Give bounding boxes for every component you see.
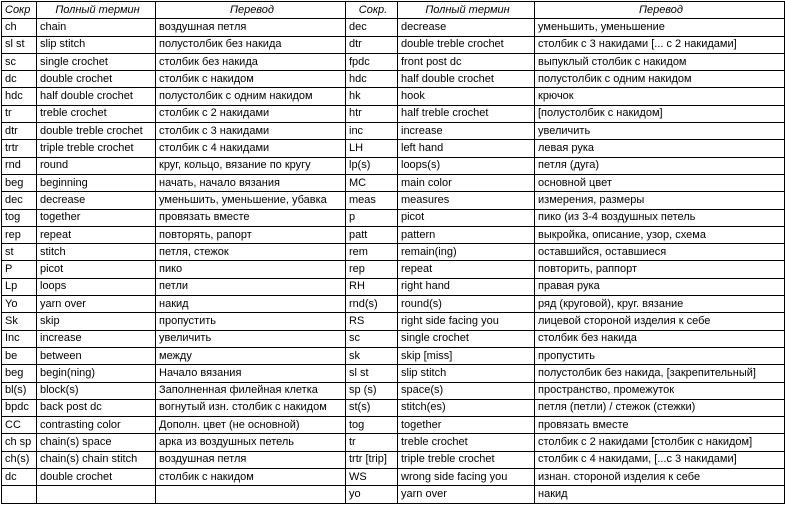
cell-abbr-left: ch [2,19,37,36]
table-row [2,417,785,434]
table-row [2,347,785,364]
cell-term-left: triple treble crochet [37,140,156,157]
cell-abbr-right: sl st [346,365,398,382]
cell-abbr-left: tog [2,209,37,226]
cell-term-right: picot [398,209,535,226]
header-abbr-right: Сокр. [346,2,398,19]
cell-abbr-left: rnd [2,157,37,174]
cell-abbr-right: dtr [346,36,398,53]
cell-term-left: skip [37,313,156,330]
cell-term-left: double crochet [37,469,156,486]
cell-translation-left: вогнутый изн. столбик с накидом [156,399,346,416]
cell-abbr-right: sc [346,330,398,347]
table-row [2,174,785,191]
cell-translation-left: начать, начало вязания [156,174,346,191]
cell-translation-right: оставшийся, оставшиеся [535,244,785,261]
cell-abbr-left: Yo [2,296,37,313]
table-row [2,157,785,174]
table-row [2,209,785,226]
cell-translation-right: пространство, промежуток [535,382,785,399]
cell-term-left: decrease [37,192,156,209]
cell-translation-right: столбик с 2 накидами [столбик с накидом] [535,434,785,451]
header-term-left: Полный термин [37,2,156,19]
cell-abbr-left: Sk [2,313,37,330]
cell-translation-left: воздушная петля [156,451,346,468]
cell-abbr-left: sl st [2,36,37,53]
cell-abbr-left: dc [2,71,37,88]
cell-term-right: yarn over [398,486,535,503]
table-row [2,192,785,209]
cell-abbr-right: fpdc [346,53,398,70]
cell-term-left: stitch [37,244,156,261]
cell-abbr-left: dec [2,192,37,209]
cell-abbr-left: Lp [2,278,37,295]
cell-term-right: half double crochet [398,71,535,88]
cell-term-right: repeat [398,261,535,278]
table-row [2,382,785,399]
cell-term-left: together [37,209,156,226]
cell-abbr-left: hdc [2,88,37,105]
cell-translation-left: между [156,347,346,364]
cell-term-right: remain(ing) [398,244,535,261]
cell-abbr-right: inc [346,123,398,140]
cell-translation-right: пропустить [535,347,785,364]
cell-term-right: main color [398,174,535,191]
cell-term-right: half treble crochet [398,105,535,122]
cell-abbr-left: dtr [2,123,37,140]
cell-term-right: hook [398,88,535,105]
cell-term-left: picot [37,261,156,278]
cell-translation-left: Начало вязания [156,365,346,382]
cell-abbr-right: RS [346,313,398,330]
cell-translation-right: пико (из 3-4 воздушных петель [535,209,785,226]
cell-term-right: single crochet [398,330,535,347]
cell-translation-right: крючок [535,88,785,105]
cell-translation-right: выкройка, описание, узор, схема [535,226,785,243]
cell-abbr-left: trtr [2,140,37,157]
cell-term-left: treble crochet [37,105,156,122]
cell-abbr-right: MC [346,174,398,191]
cell-translation-left: столбик с накидом [156,71,346,88]
cell-abbr-left: st [2,244,37,261]
header-row [2,2,785,19]
cell-term-right: front post dc [398,53,535,70]
cell-translation-left: пропустить [156,313,346,330]
cell-translation-left: арка из воздушных петель [156,434,346,451]
cell-translation-right: выпуклый столбик с накидом [535,53,785,70]
cell-abbr-right: patt [346,226,398,243]
cell-translation-right: накид [535,486,785,503]
cell-term-right: pattern [398,226,535,243]
cell-translation-right: измерения, размеры [535,192,785,209]
cell-abbr-right: hk [346,88,398,105]
cell-translation-right: полустолбик с одним накидом [535,71,785,88]
table-body [2,19,785,503]
cell-abbr-left: sc [2,53,37,70]
cell-translation-right: повторить, раппорт [535,261,785,278]
cell-translation-left: полустолбик с одним накидом [156,88,346,105]
cell-translation-right: полустолбик без накида, [закрепительный] [535,365,785,382]
cell-translation-left: Дополн. цвет (не основной) [156,417,346,434]
cell-term-right: measures [398,192,535,209]
cell-term-left: chain(s) space [37,434,156,451]
cell-translation-right: провязать вместе [535,417,785,434]
cell-term-right: left hand [398,140,535,157]
cell-translation-left: повторять, рапорт [156,226,346,243]
cell-translation-left: провязать вместе [156,209,346,226]
cell-abbr-right: hdc [346,71,398,88]
cell-translation-left: столбик с 4 накидами [156,140,346,157]
table-row [2,88,785,105]
cell-abbr-right: st(s) [346,399,398,416]
table-row [2,261,785,278]
cell-term-left: contrasting color [37,417,156,434]
cell-term-left: increase [37,330,156,347]
cell-abbr-right: htr [346,105,398,122]
header-translation-left: Перевод [156,2,346,19]
cell-term-right: stitch(es) [398,399,535,416]
cell-term-left: back post dc [37,399,156,416]
header-term-right: Полный термин [398,2,535,19]
cell-abbr-right: sk [346,347,398,364]
cell-translation-left: столбик с накидом [156,469,346,486]
cell-term-right: increase [398,123,535,140]
cell-translation-left: Заполненная филейная клетка [156,382,346,399]
cell-translation-right: столбик с 4 накидами, [...с 3 накидами] [535,451,785,468]
cell-abbr-right: p [346,209,398,226]
cell-abbr-right: tr [346,434,398,451]
cell-translation-right: правая рука [535,278,785,295]
cell-translation-left: петля, стежок [156,244,346,261]
cell-term-left: double treble crochet [37,123,156,140]
cell-abbr-left [2,486,37,503]
cell-translation-right: столбик без накида [535,330,785,347]
cell-translation-right: лицевой стороной изделия к себе [535,313,785,330]
table-row [2,36,785,53]
cell-abbr-left: bl(s) [2,382,37,399]
cell-translation-left: воздушная петля [156,19,346,36]
cell-term-right: loops(s) [398,157,535,174]
cell-abbr-left: rep [2,226,37,243]
cell-abbr-right: tog [346,417,398,434]
cell-abbr-right: LH [346,140,398,157]
cell-term-left: between [37,347,156,364]
cell-abbr-left: tr [2,105,37,122]
cell-term-left: block(s) [37,382,156,399]
cell-term-left: begin(ning) [37,365,156,382]
cell-term-left: chain [37,19,156,36]
cell-abbr-right: trtr [trip] [346,451,398,468]
crochet-abbreviations-table [1,1,785,504]
cell-term-left: beginning [37,174,156,191]
cell-term-left: repeat [37,226,156,243]
cell-translation-right: столбик с 3 накидами [... с 2 накидами] [535,36,785,53]
cell-term-right: decrease [398,19,535,36]
cell-abbr-right: WS [346,469,398,486]
table-row [2,330,785,347]
cell-translation-left: столбик с 2 накидами [156,105,346,122]
cell-abbr-right: sp (s) [346,382,398,399]
cell-translation-left: круг, кольцо, вязание по кругу [156,157,346,174]
table-row [2,123,785,140]
cell-abbr-left: bpdc [2,399,37,416]
cell-abbr-right: yo [346,486,398,503]
cell-abbr-left: be [2,347,37,364]
cell-translation-right: основной цвет [535,174,785,191]
cell-translation-right: ряд (круговой), круг. вязание [535,296,785,313]
cell-abbr-left: beg [2,174,37,191]
table-row [2,278,785,295]
table-row [2,486,785,503]
cell-abbr-left: CC [2,417,37,434]
table-row [2,19,785,36]
cell-term-right: wrong side facing you [398,469,535,486]
cell-term-left: double crochet [37,71,156,88]
cell-abbr-left: P [2,261,37,278]
cell-term-left: chain(s) chain stitch [37,451,156,468]
cell-term-right: skip [miss] [398,347,535,364]
cell-translation-left: увеличить [156,330,346,347]
cell-abbr-right: rep [346,261,398,278]
table-row [2,313,785,330]
cell-term-left: half double crochet [37,88,156,105]
table-row [2,434,785,451]
cell-abbr-right: rem [346,244,398,261]
cell-translation-right: изнан. стороной изделия к себе [535,469,785,486]
table-row [2,296,785,313]
cell-abbr-right: RH [346,278,398,295]
cell-abbr-right: rnd(s) [346,296,398,313]
cell-translation-left: полустолбик без накида [156,36,346,53]
cell-term-right: slip stitch [398,365,535,382]
cell-abbr-left: ch(s) [2,451,37,468]
cell-translation-right: петля (дуга) [535,157,785,174]
table-row [2,365,785,382]
cell-term-left: slip stitch [37,36,156,53]
cell-abbr-right: dec [346,19,398,36]
table-row [2,140,785,157]
cell-translation-right: петля (петли) / стежок (стежки) [535,399,785,416]
table-row [2,451,785,468]
table-row [2,105,785,122]
cell-term-right: triple treble crochet [398,451,535,468]
cell-abbr-right: lp(s) [346,157,398,174]
cell-translation-right: [полустолбик с накидом] [535,105,785,122]
cell-translation-left [156,486,346,503]
cell-translation-right: левая рука [535,140,785,157]
cell-translation-left: пико [156,261,346,278]
cell-abbr-left: ch sp [2,434,37,451]
header-abbr-left: Сокр [2,2,37,19]
cell-term-right: right hand [398,278,535,295]
cell-term-left: loops [37,278,156,295]
cell-translation-left: уменьшить, уменьшение, убавка [156,192,346,209]
cell-translation-left: столбик с 3 накидами [156,123,346,140]
cell-abbr-left: Inc [2,330,37,347]
cell-abbr-right: meas [346,192,398,209]
cell-term-left: round [37,157,156,174]
table-row [2,53,785,70]
cell-translation-right: увеличить [535,123,785,140]
cell-abbr-left: dc [2,469,37,486]
cell-term-right: right side facing you [398,313,535,330]
table-row [2,244,785,261]
cell-term-right: double treble crochet [398,36,535,53]
header-translation-right: Перевод [535,2,785,19]
cell-abbr-left: beg [2,365,37,382]
table-row [2,469,785,486]
cell-term-right: together [398,417,535,434]
cell-translation-left: столбик без накида [156,53,346,70]
cell-term-right: round(s) [398,296,535,313]
cell-translation-left: накид [156,296,346,313]
cell-term-left: single crochet [37,53,156,70]
cell-term-right: treble crochet [398,434,535,451]
cell-term-right: space(s) [398,382,535,399]
cell-term-left: yarn over [37,296,156,313]
table-row [2,226,785,243]
cell-translation-left: петли [156,278,346,295]
cell-translation-right: уменьшить, уменьшение [535,19,785,36]
cell-term-left [37,486,156,503]
table-row [2,399,785,416]
table-row [2,71,785,88]
